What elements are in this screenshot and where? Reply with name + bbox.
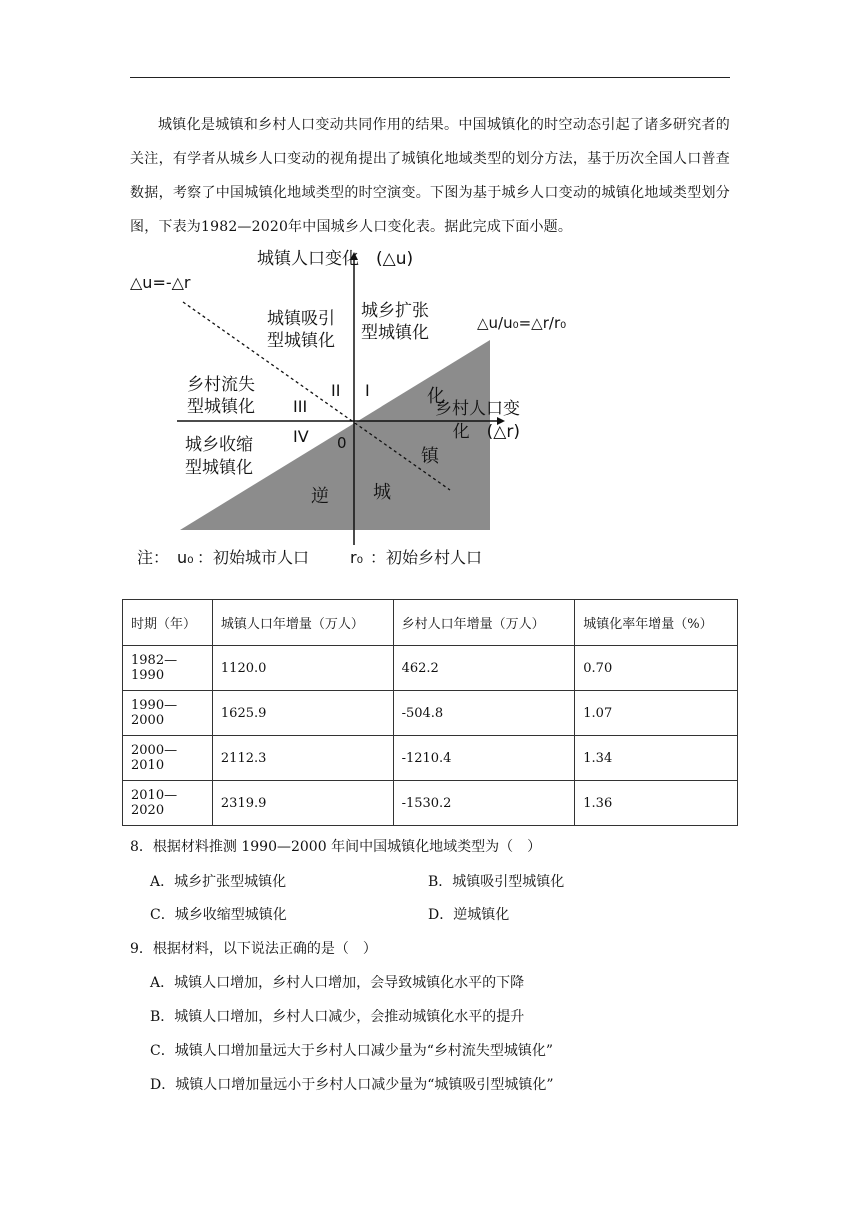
inverse-char-cheng: 城 [373, 482, 391, 503]
region-II: II [331, 381, 341, 400]
cell-urban: 2319.9 [212, 781, 393, 826]
table-row [123, 736, 738, 781]
y-axis-label: 城镇人口变化 (△u) [257, 249, 414, 269]
question-9-option-c[interactable]: C．城镇人口增加量远大于乡村人口减少量为“乡村流失型城镇化” [150, 1043, 554, 1059]
attract-label-1: 城镇吸引 [267, 309, 335, 329]
inverse-char-ni: 逆 [311, 486, 329, 507]
cell-rate: 1.36 [575, 781, 738, 826]
loss-label-2: 型城镇化 [187, 397, 255, 417]
shrink-label-2: 型城镇化 [185, 458, 253, 478]
cell-urban: 2112.3 [212, 736, 393, 781]
inverse-char-zhen: 镇 [421, 446, 439, 467]
cell-rural: 462.2 [393, 646, 575, 691]
x-axis-label-2: 化 (△r) [452, 422, 520, 442]
origin-label: 0 [337, 434, 347, 452]
cell-period: 1990—2000 [123, 691, 213, 736]
note-u0-text: ：初始城市人口 [197, 548, 310, 567]
region-I: I [365, 381, 370, 400]
cell-rate: 1.07 [575, 691, 738, 736]
cell-rate: 0.70 [575, 646, 738, 691]
question-9-option-b[interactable]: B．城镇人口增加，乡村人口减少，会推动城镇化水平的提升 [150, 1009, 525, 1025]
inverse-char-hua: 化 [427, 386, 445, 407]
expand-label-1: 城乡扩张 [361, 301, 429, 321]
attract-label-2: 型城镇化 [267, 331, 335, 351]
header-period: 时期（年） [123, 600, 213, 646]
table-header-row [123, 600, 738, 646]
question-8-option-b[interactable]: B．城镇吸引型城镇化 [428, 874, 565, 890]
question-8-stem: 8．根据材料推测 1990—2000 年间中国城镇化地域类型为（ ） [130, 839, 542, 855]
intro-paragraph [130, 108, 730, 244]
intro-text: 城镇化是城镇和乡村人口变动共同作用的结果。中国城镇化的时空动态引起了诸多研究者的关注，有学者从城乡人口变动的视角提出了城镇化地域类型的划分方法，基于历次全国人口普查数据，考察了中国城镇化地域类型的时空演变。下图为基于城乡人口变动的城镇化地域类型划分图，下表为1982—2020年中国城乡人口变化表。据此完成下面小题。 [130, 117, 730, 235]
loss-label-1: 乡村流失 [187, 375, 255, 395]
header-urban: 城镇人口年增量（万人） [212, 600, 393, 646]
cell-period: 1982—1990 [123, 646, 213, 691]
question-8-option-d[interactable]: D．逆城镇化 [428, 907, 510, 923]
question-9-stem: 9．根据材料，以下说法正确的是（ ） [130, 941, 377, 957]
cell-rural: -1210.4 [393, 736, 575, 781]
table-row [123, 646, 738, 691]
expand-label-2: 型城镇化 [361, 323, 429, 343]
header-rule [130, 77, 730, 78]
cell-period: 2000—2010 [123, 736, 213, 781]
note-r0-text: ：初始乡村人口 [370, 548, 483, 567]
header-rate: 城镇化率年增量（%） [575, 600, 738, 646]
question-9-option-d[interactable]: D．城镇人口增加量远小于乡村人口减少量为“城镇吸引型城镇化” [150, 1077, 554, 1093]
cell-urban: 1625.9 [212, 691, 393, 736]
region-III: III [293, 397, 308, 416]
table-row [123, 781, 738, 826]
table-row [123, 691, 738, 736]
cell-rate: 1.34 [575, 736, 738, 781]
cell-rural: -1530.2 [393, 781, 575, 826]
line2-label: △u/u₀=△r/r₀ [477, 314, 567, 332]
note-r0: r₀ [350, 548, 363, 567]
question-8-option-c[interactable]: C．城乡收缩型城镇化 [150, 907, 287, 923]
x-axis-label-1: 乡村人口变 [435, 399, 520, 419]
shrink-label-1: 城乡收缩 [185, 435, 253, 455]
note-prefix: 注： [137, 548, 170, 567]
cell-rural: -504.8 [393, 691, 575, 736]
cell-period: 2010—2020 [123, 781, 213, 826]
question-9-option-a[interactable]: A．城镇人口增加，乡村人口增加，会导致城镇化水平的下降 [150, 975, 525, 991]
line1-label: △u=-△r [130, 273, 191, 292]
population-change-table [122, 599, 738, 826]
cell-urban: 1120.0 [212, 646, 393, 691]
urbanization-type-diagram [125, 240, 567, 576]
note-u0: u₀ [177, 548, 194, 567]
header-rural: 乡村人口年增量（万人） [393, 600, 575, 646]
region-IV: IV [293, 427, 309, 446]
question-8-option-a[interactable]: A．城乡扩张型城镇化 [150, 874, 287, 890]
